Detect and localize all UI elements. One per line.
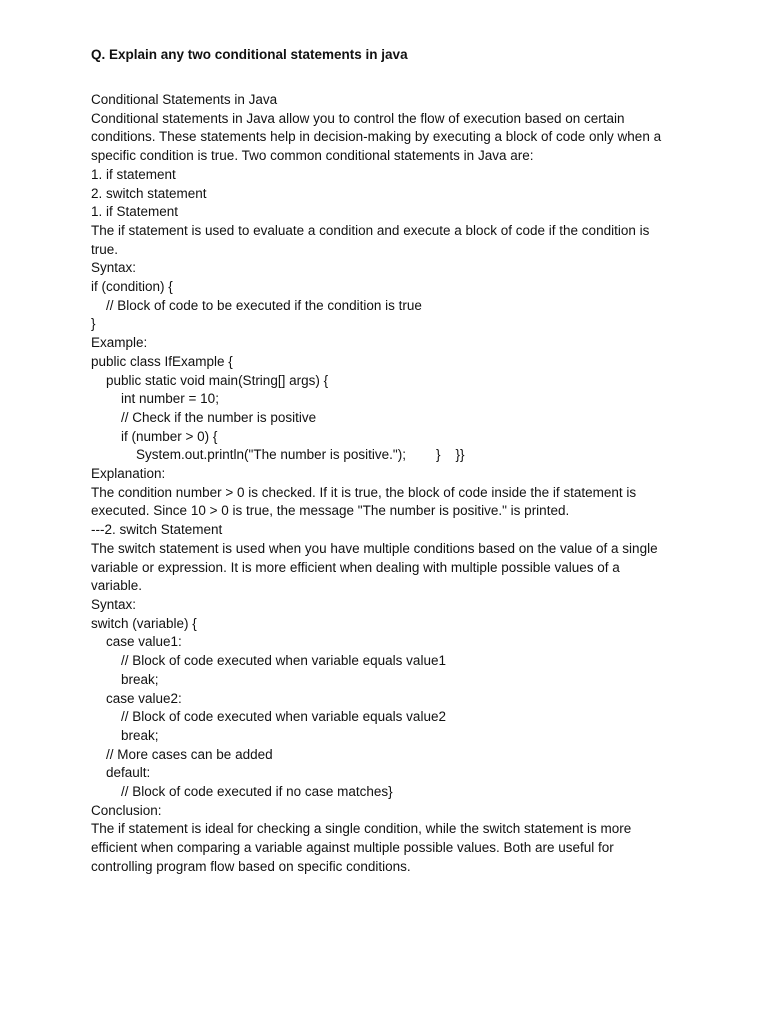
code-line: default: bbox=[91, 765, 151, 781]
code-line: if (number > 0) { bbox=[91, 428, 218, 444]
text-line: Syntax: bbox=[91, 260, 137, 276]
text-line: executed. Since 10 > 0 is true, the message "The number is positive." is printed. bbox=[91, 503, 570, 519]
section-heading: Conditional Statements in Java bbox=[91, 92, 278, 107]
code-line: } bbox=[91, 316, 96, 332]
text-line: The if statement is ideal for checking a single condition, while the switch statement is more bbox=[91, 821, 632, 837]
text-line: Conclusion: bbox=[91, 802, 162, 818]
text-line: The if statement is used to evaluate a condition and execute a block of code if the condition is bbox=[91, 222, 650, 238]
list-item: 2. switch statement bbox=[91, 185, 207, 201]
document-body bbox=[91, 91, 691, 877]
text-line: Example: bbox=[91, 335, 148, 351]
text-line: variable or expression. It is more efficient when dealing with multiple possible values of a bbox=[91, 559, 620, 575]
code-line: switch (variable) { bbox=[91, 615, 197, 631]
text-line: The switch statement is used when you have multiple conditions based on the value of a single bbox=[91, 540, 658, 556]
code-line: int number = 10; bbox=[91, 391, 219, 407]
text-line: conditions. These statements help in decision-making by executing a block of code only when a bbox=[91, 129, 662, 145]
code-line: // Block of code executed if no case matches} bbox=[91, 784, 393, 800]
code-line: break; bbox=[91, 727, 159, 743]
list-item: 1. if statement bbox=[91, 166, 176, 182]
code-line: // Block of code to be executed if the condition is true bbox=[91, 297, 422, 313]
text-line: efficient when comparing a variable against multiple possible values. Both are useful for bbox=[91, 840, 614, 856]
code-line: case value2: bbox=[91, 690, 182, 706]
section-heading: 1. if Statement bbox=[91, 204, 179, 220]
text-line: specific condition is true. Two common conditional statements in Java are: bbox=[91, 148, 534, 164]
code-line: // Block of code executed when variable equals value1 bbox=[91, 653, 446, 669]
code-line: break; bbox=[91, 671, 159, 687]
question-title: Q. Explain any two conditional statements in java bbox=[91, 47, 408, 62]
code-line: public static void main(String[] args) { bbox=[91, 372, 329, 388]
code-line: // Block of code executed when variable equals value2 bbox=[91, 709, 446, 725]
code-line: if (condition) { bbox=[91, 279, 173, 295]
text-line: variable. bbox=[91, 578, 143, 594]
code-line: // More cases can be added bbox=[91, 746, 273, 762]
code-line: // Check if the number is positive bbox=[91, 409, 317, 425]
code-line: public class IfExample { bbox=[91, 353, 233, 369]
text-line: Explanation: bbox=[91, 466, 166, 482]
text-line: Conditional statements in Java allow you to control the flow of execution based on certain bbox=[91, 110, 625, 126]
text-line: true. bbox=[91, 241, 119, 257]
code-line: System.out.println("The number is positive."); } }} bbox=[91, 447, 465, 463]
text-line: controlling program flow based on specific conditions. bbox=[91, 858, 411, 874]
code-line: case value1: bbox=[91, 634, 182, 650]
section-heading: ---2. switch Statement bbox=[91, 522, 223, 538]
text-line: Syntax: bbox=[91, 596, 137, 612]
text-line: The condition number > 0 is checked. If it is true, the block of code inside the if statement is bbox=[91, 484, 637, 500]
